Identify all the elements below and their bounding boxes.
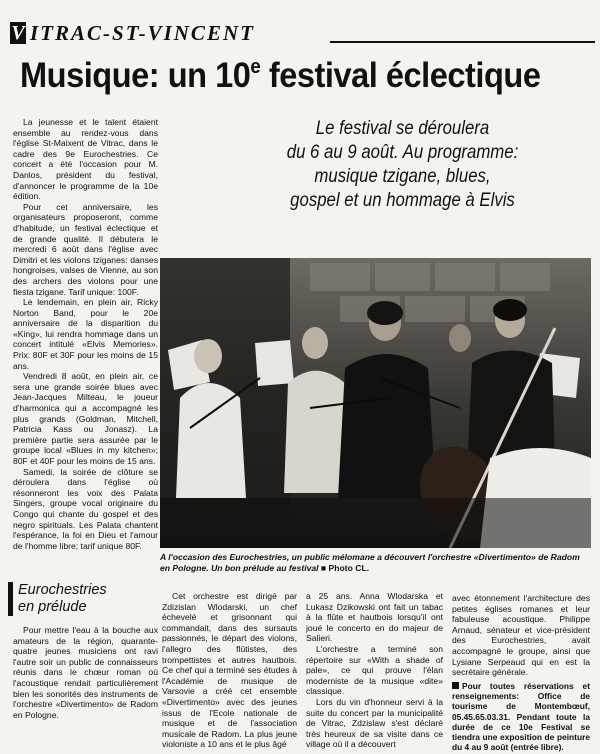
paragraph: Pour mettre l'eau à la bouche aux amateurs de la région, quarante-quatre jeunes musiciens ont ravi l'autre soir un public de connaisseurs réunis dans le chœur roman où l'acoustique rendait particulièrement bien les sonorités des instruments de l'orchestre «Divertimento» de Radom en Pologne. (13, 625, 158, 720)
paragraph: avec étonnement l'architecture des petites églises romanes et leur fabuleuse acoustique. Philippe Arnaud, sénateur et vice-président des Eurochestries, avait accompagné le groupe, ainsi que Lysiane Serpeaud qui en est la secrétaire générale. (452, 593, 590, 678)
paragraph: Cet orchestre est dirigé par Zdizislan Wlodarski, un chef échevelé et grisonnant qui commandait, dans des sursauts passionnés, le départ des violons, l'allegro des flûtistes, des trompettistes et autres hautbois. Ce chef qui a terminé ses études à l'Académie de musique de Varsovie a créé cet ensemble «Divertimento» avec des jeunes issus de l'Ecole nationale de musique et de l'association musicale de Radom. La plus jeune violoniste a 10 ans et le plus âgé (162, 591, 297, 750)
photo-caption (160, 552, 591, 573)
paragraph: Vendredi 8 août, en plein air, ce sera une grande soirée blues avec Jean-Jacques Milteau, le joueur d'harmonica qui a accompagné les plus grands (Goldman, Mitchell, Patricia Kass ou Jonasz). La première partie sera assurée par le groupe local «Blues in my kitchen»; 80F et 40F pour les moins de 15 ans. (13, 371, 158, 466)
paragraph: Samedi, la soirée de clôture se déroulera dans l'église où résonneront les voix des Palata Singers, groupe vocal originaire du Congo qui chante du gospel et des negro spirituals. Les Palata chantent l'espérance, la foi en Dieu et l'amour de l'homme libre; tarif unique 80F. (13, 466, 158, 551)
lede-line: Le festival se déroulera (315, 117, 490, 139)
section-header (10, 20, 595, 48)
sidebar-marker (8, 582, 13, 616)
article-column-b2 (306, 591, 443, 750)
info-box (452, 681, 590, 752)
headline-main: Musique: un 10 (20, 56, 251, 95)
sidebar-column (13, 625, 158, 720)
sidebar-title-line: Eurochestries (18, 582, 107, 598)
headline (20, 56, 550, 96)
sidebar-title (18, 582, 107, 616)
lede (254, 116, 551, 212)
lede-line: musique tzigane, blues, (314, 165, 491, 187)
orchestra-photo-image (160, 258, 591, 548)
headline-rest: festival éclectique (260, 56, 541, 95)
paragraph: L'orchestre a terminé son répertoire sur «With a shade of pale», ce qui prouve l'élan moderniste de la musique «dite» classique. (306, 643, 443, 697)
paragraph: Le lendemain, en plein air, Ricky Norton Band, pour le 20e anniversaire de la disparition du «King», lui rendra hommage dans un concert intitulé «Elvis Memories». Prix: 80F et 30F pour les moins de 15 ans. (13, 297, 158, 371)
caption-text: A l'occasion des Eurochestries, un public mélomane a découvert l'orchestre «Divertimento» de Radom en Pologne. Un bon prélude au festival (160, 552, 580, 573)
lede-line: gospel et un hommage à Elvis (290, 189, 515, 211)
paragraph: Pour cet anniversaire, les organisateurs proposeront, comme d'habitude, un festival éclectique et de grande qualité. Il débutera le mercredi 6 août dans l'église avec Dimitri et les violons tziganes: danses hongroises, valses de Vienne, au son des archers des violons pour une fiesta tzigane. Tarif unique: 100F. (13, 201, 158, 297)
section-locality: ITRAC-ST-VINCENT (30, 21, 255, 45)
article-column-b3 (452, 593, 590, 678)
article-column-b1 (162, 591, 297, 750)
paragraph: Lors du vin d'honneur servi à la suite du concert par la municipalité de Vitrac, Zdzislaw s'est déclaré très heureux de sa visite dans ce village où il a découvert (306, 696, 443, 750)
photo-credit: Photo CL. (328, 562, 370, 573)
square-bullet-icon (452, 682, 459, 689)
lede-line: du 6 au 9 août. Au programme: (286, 141, 519, 163)
article-column-left (13, 117, 158, 551)
paragraph: a 25 ans. Anna Wlodarska et Lukasz Dzikowski ont fait un tabac à la flûte et hautbois lorsqu'il ont joué le concerto en do majeur de Salieri. (306, 591, 443, 644)
square-bullet-icon: ■ (320, 562, 327, 573)
header-rule (330, 41, 595, 43)
orchestra-photo (160, 258, 591, 548)
paragraph: La jeunesse et le talent étaient ensemble au rendez-vous dans l'église St-Maixent de Vitrac, dans le cadre des 9e Eurochestries. Ce concert a été l'occasion pour M. Danlos, président du festival, d'annoncer le programme de la 10e édition. (13, 117, 158, 202)
info-text: Pour toutes réservations et renseignements: Office de tourisme de Montembœuf, 05.45.65.03.31. Pendant toute la durée de ce 10e Festival se tiendra une exposition de peinture du 4 au 9 août (entrée libre). (452, 681, 590, 753)
section-initial: V (11, 22, 25, 44)
headline-superscript: e (250, 56, 261, 78)
sidebar-title-line: en prélude (18, 599, 87, 615)
